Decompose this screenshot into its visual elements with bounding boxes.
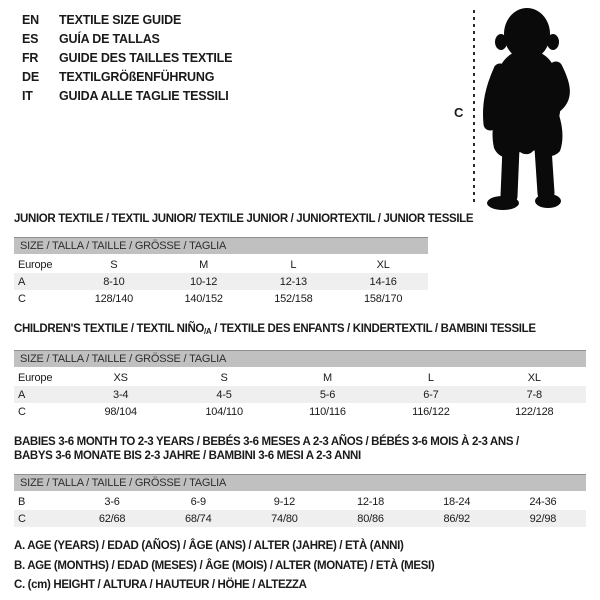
- value-cell: 12-18: [356, 495, 385, 508]
- value-cell: 3-4: [69, 386, 172, 403]
- language-code: EN: [22, 13, 39, 27]
- table-row: [14, 290, 428, 307]
- section-title-text: CHILDREN'S TEXTILE / TEXTIL NIÑO: [14, 323, 205, 335]
- baby-silhouette-icon: [487, 8, 563, 210]
- size-table-section: [14, 435, 586, 527]
- height-c-label: C: [454, 105, 464, 120]
- size-table: [14, 237, 428, 307]
- value-cell: 6-7: [379, 386, 482, 403]
- value-cell: L: [427, 371, 434, 384]
- legend-footnotes: [14, 537, 434, 596]
- language-title: TEXTILE SIZE GUIDE: [59, 13, 182, 27]
- section-title: [14, 435, 586, 463]
- value-cell: 24-36: [529, 495, 557, 508]
- value-cell: M: [199, 258, 209, 271]
- table-row: [14, 255, 428, 273]
- table-row: [14, 273, 428, 290]
- legend-note: C. (cm) HEIGHT / ALTURA / HAUTEUR / HÖHE / ALTEZZA: [14, 579, 307, 591]
- row-label-cell: C: [18, 405, 26, 418]
- row-label-cell: A: [14, 273, 69, 290]
- value-cell: 116/122: [412, 405, 450, 418]
- value-cell: 14-16: [338, 273, 428, 290]
- table-row: [14, 510, 586, 527]
- row-label-cell: B: [18, 495, 26, 508]
- value-cell: 104/110: [205, 405, 243, 418]
- size-header-label: SIZE / TALLA / TAILLE / GRÖSSE / TAGLIA: [14, 238, 428, 256]
- section-title-text: BABYS 3-6 MONATE BIS 2-3 JAHRE / BAMBINI 3-6 MESI A 2-3 ANNI: [14, 450, 361, 462]
- value-cell: 86/92: [414, 510, 500, 527]
- value-cell: 122/128: [515, 405, 554, 418]
- size-table: [14, 350, 586, 420]
- size-table-section: [14, 212, 586, 307]
- section-title-text: /A: [204, 327, 212, 336]
- language-title-block: [22, 11, 232, 106]
- language-row: [22, 30, 232, 49]
- legend-note: A. AGE (YEARS) / EDAD (AÑOS) / ÂGE (ANS) / ALTER (JAHRE) / ETÀ (ANNI): [14, 540, 404, 552]
- section-title-text: / TEXTILE DES ENFANTS / KINDERTEXTIL / BAMBINI TESSILE: [211, 323, 536, 335]
- language-row: [22, 68, 232, 87]
- value-cell: L: [290, 258, 297, 271]
- language-title: GUIDA ALLE TAGLIE TESSILI: [59, 89, 229, 103]
- row-label-cell: A: [14, 386, 69, 403]
- section-title-line: [14, 435, 586, 449]
- section-title: [14, 322, 586, 339]
- value-cell: 12-13: [249, 273, 339, 290]
- language-title: TEXTILGRÖßENFÜHRUNG: [59, 70, 215, 84]
- value-cell: 92/98: [500, 510, 586, 527]
- value-cell: 68/74: [155, 510, 241, 527]
- size-table-section: [14, 322, 586, 420]
- value-cell: 6-9: [190, 495, 206, 508]
- section-title-line: [14, 212, 586, 226]
- value-cell: 110/116: [309, 405, 346, 418]
- size-header-label: SIZE / TALLA / TAILLE / GRÖSSE / TAGLIA: [14, 475, 586, 493]
- value-cell: 140/152: [184, 292, 223, 305]
- value-cell: S: [220, 371, 228, 384]
- size-header-label: SIZE / TALLA / TAILLE / GRÖSSE / TAGLIA: [14, 351, 586, 369]
- value-cell: 18-24: [443, 495, 471, 508]
- size-tables-area: [14, 212, 586, 542]
- value-cell: XL: [527, 371, 541, 384]
- value-cell: 4-5: [172, 386, 275, 403]
- value-cell: XS: [113, 371, 128, 384]
- section-title-text: BABIES 3-6 MONTH TO 2-3 YEARS / BEBÉS 3-6 MESES A 2-3 AÑOS / BÉBÉS 3-6 MOIS À 2-3 ANS /: [14, 436, 519, 448]
- value-cell: 128/140: [94, 292, 134, 305]
- value-cell: 9-12: [273, 495, 295, 508]
- table-row: [14, 386, 586, 403]
- value-cell: 152/158: [274, 292, 313, 305]
- value-cell: 62/68: [69, 510, 155, 527]
- language-row: [22, 87, 232, 106]
- language-code: ES: [22, 32, 39, 46]
- language-code: DE: [22, 70, 39, 84]
- size-header-bar: [14, 238, 428, 256]
- language-code: IT: [22, 89, 33, 103]
- value-cell: M: [322, 371, 332, 384]
- legend-note: B. AGE (MONTHS) / EDAD (MESES) / ÂGE (MOIS) / ALTER (MONATE) / ETÀ (MESI): [14, 559, 435, 572]
- section-title: [14, 212, 586, 226]
- value-cell: 158/170: [363, 292, 403, 305]
- size-table: [14, 474, 586, 527]
- row-label-cell: Europe: [18, 258, 53, 271]
- value-cell: 10-12: [159, 273, 249, 290]
- row-label-cell: Europe: [18, 371, 53, 384]
- value-cell: XL: [376, 258, 390, 271]
- value-cell: 5-6: [276, 386, 379, 403]
- value-cell: 7-8: [483, 386, 586, 403]
- language-title: GUÍA DE TALLAS: [59, 32, 160, 46]
- value-cell: S: [110, 258, 118, 271]
- value-cell: 98/104: [104, 405, 137, 418]
- language-row: [22, 11, 232, 30]
- value-cell: 8-10: [69, 273, 159, 290]
- language-code: FR: [22, 51, 39, 65]
- size-header-bar: [14, 351, 586, 369]
- value-cell: 3-6: [104, 495, 120, 508]
- language-title: GUIDE DES TAILLES TEXTILE: [59, 51, 233, 65]
- value-cell: 74/80: [241, 510, 327, 527]
- table-row: [14, 368, 586, 386]
- section-title-line: [14, 449, 586, 463]
- language-row: [22, 49, 232, 68]
- section-title-text: JUNIOR TEXTILE / TEXTIL JUNIOR/ TEXTILE JUNIOR / JUNIORTEXTIL / JUNIOR TESSILE: [14, 213, 474, 225]
- size-header-bar: [14, 475, 586, 493]
- row-label-cell: C: [14, 510, 69, 527]
- section-title-line: [14, 322, 586, 339]
- table-row: [14, 403, 586, 420]
- table-row: [14, 492, 586, 510]
- row-label-cell: C: [18, 292, 26, 305]
- baby-height-figure: [452, 4, 576, 212]
- value-cell: 80/86: [327, 510, 413, 527]
